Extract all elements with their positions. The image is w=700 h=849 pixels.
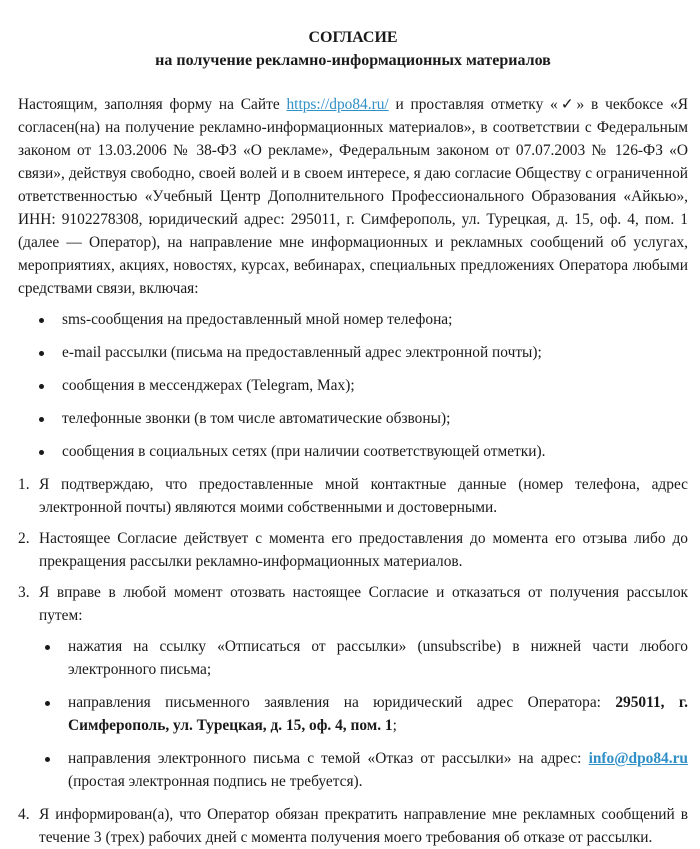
list-item: sms-сообщения на предоставленный мной номер телефона;	[18, 308, 688, 331]
clause-number: 3.	[18, 584, 30, 601]
list-item	[39, 635, 688, 681]
clause-number: 2.	[18, 530, 30, 547]
list-item: телефонные звонки (в том числе автоматические обзвоны);	[18, 407, 688, 430]
list-item	[39, 747, 688, 793]
clauses-list	[18, 473, 688, 849]
site-link[interactable]: https://dpo84.ru/	[286, 96, 389, 113]
clause-1	[18, 473, 688, 519]
intro-text-start: Настоящим, заполняя форму на Сайте	[18, 96, 287, 113]
list-item	[39, 691, 688, 737]
clause-number: 1.	[18, 476, 30, 493]
document-title: СОГЛАСИЕ	[308, 29, 398, 46]
method-letter-text: направления письменного заявления на юридический адрес Оператора:	[68, 694, 616, 711]
clause-text: Я вправе в любой момент отозвать настоящее Согласие и отказаться от получения рассылок путем:	[39, 584, 688, 624]
clause-text: Я информирован(а), что Оператор обязан прекратить направление мне рекламных сообщений в течение 3 (трех) рабочих дней с момента получения моего требования об отказе от рассылки.	[39, 806, 688, 846]
email-link[interactable]: info@dpo84.ru	[588, 750, 688, 767]
list-item: e-mail рассылки (письма на предоставленный адрес электронной почты);	[18, 341, 688, 364]
clause-4	[18, 803, 688, 849]
document-subtitle: на получение рекламно-информационных материалов	[155, 52, 551, 69]
clause-text: Я подтверждаю, что предоставленные мной контактные данные (номер телефона, адрес электронной почты) являются моими собственными и достоверными.	[39, 476, 688, 516]
clause-2	[18, 527, 688, 573]
channels-list	[18, 308, 688, 463]
intro-paragraph	[18, 93, 688, 300]
clause-number: 4.	[18, 806, 30, 823]
clause-3	[18, 581, 688, 793]
list-item: сообщения в мессенджерах (Telegram, Max);	[18, 374, 688, 397]
list-item: сообщения в социальных сетях (при наличии соответствующей отметки).	[18, 440, 688, 463]
withdrawal-methods-list	[39, 635, 688, 793]
method-letter-end: ;	[392, 717, 397, 734]
legal-address: 295011, г. Симферополь, ул. Турецкая, д. 15, оф. 4, пом. 1	[68, 694, 688, 734]
clause-text: Настоящее Согласие действует с момента его предоставления до момента его отзыва либо до прекращения рассылки рекламно-информационных материалов.	[39, 530, 688, 570]
method-unsubscribe-text: нажатия на ссылку «Отписаться от рассылки» (unsubscribe) в нижней части любого электронного письма;	[68, 638, 688, 678]
intro-text-rest: и проставляя отметку «✓» в чекбоксе «Я согласен(на) на получение рекламно-информационных материалов», в соответствии с Федеральным законом от 13.03.2006 № 38-ФЗ «О рекламе», Федеральным законом от 07.07.2003 № 126-ФЗ «О связи», действуя свободно, своей волей и в своем интересе, я даю согласие Обществу с ограниченной ответственностью «Учебный Центр Дополнительного Профессионального Образования «Айкью», ИНН: 9102278308, юридический адрес: 295011, г. Симферополь, ул. Турецкая, д. 15, оф. 4, пом. 1 (далее — Оператор), на направление мне информационных и рекламных сообщений об услугах, мероприятиях, акциях, новостях, курсах, вебинарах, специальных предложениях Оператора любыми средствами связи, включая:	[18, 96, 688, 297]
method-email-text: направления электронного письма с темой «Отказ от рассылки» на адрес:	[68, 750, 589, 767]
method-email-note: (простая электронная подпись не требуется).	[68, 773, 363, 790]
